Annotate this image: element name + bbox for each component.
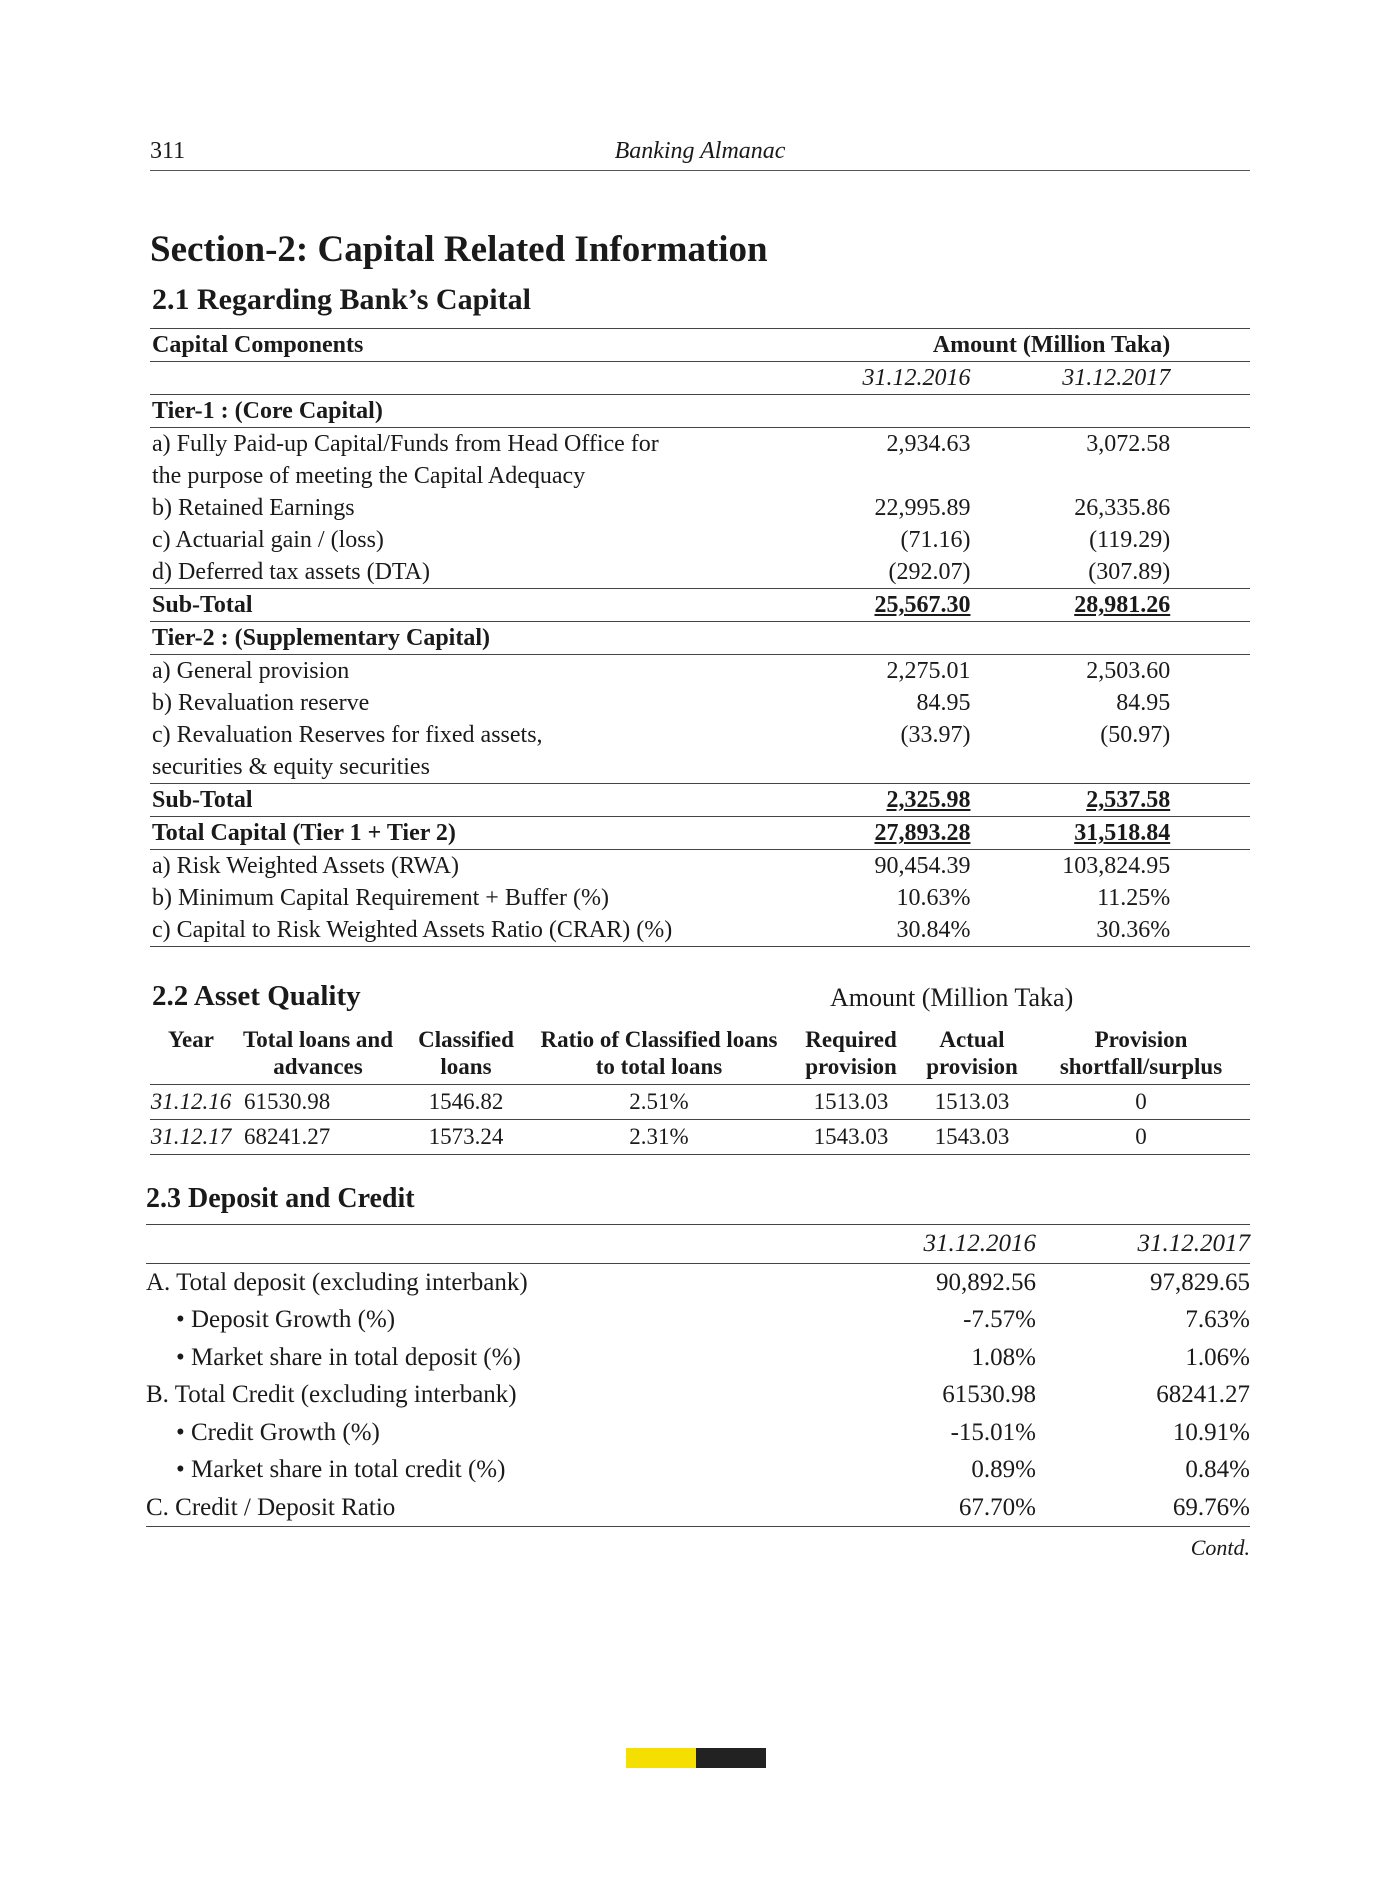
table-row: [150, 460, 1250, 492]
table-row: [150, 556, 1250, 589]
cell-actual: 1513.03: [934, 1089, 1010, 1114]
row-value-2017: 84.95: [1116, 690, 1171, 716]
row-value-2016: 84.95: [916, 690, 971, 716]
section-title: Section-2: Capital Related Information: [150, 229, 768, 270]
contd-note: Contd.: [1190, 1535, 1250, 1560]
row-value-2017: 103,824.95: [1062, 853, 1171, 879]
row-value-2017: (119.29): [1089, 527, 1171, 553]
cell-shortfall: 0: [1135, 1124, 1147, 1149]
capital-header-row: [150, 329, 1250, 362]
table-row: [150, 914, 1250, 947]
row-label: c) Capital to Risk Weighted Assets Ratio (CRAR) (%): [152, 917, 673, 943]
capital-date-row: [150, 362, 1250, 395]
cell-ratio: 2.51%: [629, 1089, 689, 1114]
row-value-2017: 7.63%: [1185, 1306, 1250, 1333]
cell-classified: 1546.82: [428, 1089, 504, 1114]
row-label: c) Revaluation Reserves for fixed assets,: [152, 722, 543, 748]
row-value-2016: 2,934.63: [886, 431, 971, 457]
cell-classified: 1573.24: [428, 1124, 504, 1149]
cell-total-loans: 68241.27: [244, 1124, 331, 1149]
table-row: [150, 1120, 1250, 1155]
cell-required: 1543.03: [813, 1124, 889, 1149]
row-label: a) Fully Paid-up Capital/Funds from Head Office for: [152, 431, 659, 457]
table-row: [146, 1451, 1250, 1489]
table-row: [150, 687, 1250, 719]
row-value-2017: 26,335.86: [1074, 495, 1171, 521]
row-label: b) Revaluation reserve: [152, 690, 370, 716]
row-value-2016: 1.08%: [971, 1343, 1036, 1371]
row-value-2017: 1.06%: [1185, 1343, 1250, 1371]
row-value-2017: 30.36%: [1096, 917, 1171, 943]
subtotal-value-2017: 2,537.58: [1086, 787, 1171, 813]
date-2016: 31.12.2016: [862, 365, 971, 391]
row-value-2017: 3,072.58: [1086, 431, 1171, 457]
row-value-2017: 10.91%: [1172, 1418, 1250, 1446]
row-value-2017: 97,829.65: [1150, 1268, 1250, 1296]
tier1-row: [150, 395, 1250, 428]
subtotal-label: Sub-Total: [152, 787, 253, 813]
table-row: [146, 1301, 1250, 1339]
row-value-2016: (33.97): [900, 722, 971, 748]
deposit-credit-date-row: [146, 1225, 1250, 1264]
subtotal-label: Sub-Total: [152, 592, 253, 618]
document-page: [146, 0, 1250, 1900]
row-value-2016: 22,995.89: [874, 495, 971, 521]
row-label: c) Actuarial gain / (loss): [152, 527, 384, 553]
table-row: [146, 1489, 1250, 1527]
cell-ratio: 2.31%: [629, 1124, 689, 1149]
asset-quality-table: [150, 1026, 1250, 1155]
row-value-2016: 2,275.01: [886, 658, 971, 684]
deposit-credit-heading: 2.3 Deposit and Credit: [146, 1183, 415, 1214]
col-components: Capital Components: [152, 332, 364, 358]
row-value-2016: 10.63%: [896, 885, 971, 911]
total-capital-row: [150, 817, 1250, 850]
deposit-credit-table: [146, 1224, 1250, 1527]
table-row: [150, 655, 1250, 688]
subtotal-row: [150, 784, 1250, 817]
capital-heading: 2.1 Regarding Bank’s Capital: [152, 283, 531, 316]
subtotal-value-2016: 25,567.30: [874, 592, 971, 618]
row-label: • Market share in total credit (%): [176, 1456, 506, 1483]
row-value-2017: 68241.27: [1156, 1381, 1250, 1408]
table-row: [150, 751, 1250, 784]
row-value-2016: (71.16): [900, 527, 971, 553]
cell-year: 31.12.17: [150, 1124, 232, 1149]
cell-actual: 1543.03: [934, 1124, 1010, 1149]
row-value-2016: 90,454.39: [874, 853, 971, 879]
row-label: b) Retained Earnings: [152, 495, 355, 521]
table-row: [150, 492, 1250, 524]
table-row: [150, 882, 1250, 914]
running-title: Banking Almanac: [614, 138, 786, 164]
cell-year: 31.12.16: [150, 1089, 232, 1114]
date-2017: 31.12.2017: [1062, 365, 1171, 391]
table-row: [150, 1085, 1250, 1120]
table-row: [150, 850, 1250, 883]
total-value-2017: 31,518.84: [1074, 820, 1171, 846]
asset-quality-amount-note: Amount (Million Taka): [830, 983, 1074, 1012]
row-value-2016: -15.01%: [950, 1418, 1036, 1446]
row-value-2017: (307.89): [1088, 559, 1171, 585]
date-2017: 31.12.2017: [1137, 1230, 1250, 1257]
col-required-provision: Required provision: [805, 1027, 897, 1079]
cell-total-loans: 61530.98: [244, 1089, 331, 1114]
row-label: a) Risk Weighted Assets (RWA): [152, 853, 459, 879]
tier2-label: Tier-2 : (Supplementary Capital): [152, 625, 490, 651]
capital-table: [150, 328, 1250, 947]
row-label: C. Credit / Deposit Ratio: [146, 1493, 396, 1521]
row-label: B. Total Credit (excluding interbank): [146, 1381, 517, 1408]
date-2016: 31.12.2016: [923, 1230, 1036, 1257]
row-value-2017: 0.84%: [1185, 1456, 1250, 1483]
total-value-2016: 27,893.28: [874, 820, 971, 846]
subtotal-row: [150, 589, 1250, 622]
subtotal-value-2017: 28,981.26: [1074, 592, 1171, 618]
row-value-2017: 2,503.60: [1086, 658, 1171, 684]
table-row: [150, 428, 1250, 461]
table-row: [146, 1376, 1250, 1414]
col-total-loans: Total loans and advances: [243, 1027, 393, 1079]
row-label: a) General provision: [152, 658, 350, 684]
row-value-2016: (292.07): [888, 559, 971, 585]
table-row: [146, 1339, 1250, 1377]
row-value-2017: (50.97): [1100, 722, 1171, 748]
row-label: • Credit Growth (%): [176, 1418, 380, 1446]
asset-quality-heading: 2.2 Asset Quality: [152, 980, 361, 1012]
tier1-label: Tier-1 : (Core Capital): [152, 398, 383, 424]
row-value-2016: 90,892.56: [936, 1268, 1036, 1296]
row-value-2017: 11.25%: [1097, 885, 1171, 911]
table-row: [146, 1414, 1250, 1452]
row-value-2016: 61530.98: [942, 1381, 1036, 1408]
row-value-2017: 69.76%: [1172, 1493, 1250, 1521]
col-classified-loans: Classified loans: [418, 1027, 514, 1079]
row-value-2016: 67.70%: [958, 1493, 1036, 1521]
row-label: securities & equity securities: [152, 754, 430, 780]
row-label: • Market share in total deposit (%): [176, 1343, 521, 1371]
row-label: d) Deferred tax assets (DTA): [152, 559, 430, 585]
table-row: [146, 1263, 1250, 1301]
col-actual-provision: Actual provision: [926, 1027, 1018, 1079]
yellow-block: [626, 1748, 696, 1768]
row-label: A. Total deposit (excluding interbank): [146, 1268, 528, 1296]
black-block: [696, 1748, 766, 1768]
col-provision-shortfall: Provision shortfall/surplus: [1059, 1027, 1223, 1079]
subtotal-value-2016: 2,325.98: [886, 787, 971, 813]
col-ratio: Ratio of Classified loans to total loans: [540, 1027, 778, 1079]
table-row: [150, 719, 1250, 751]
col-year: Year: [168, 1027, 214, 1052]
page-header: [150, 138, 1250, 171]
table-row: [150, 524, 1250, 556]
row-label: • Deposit Growth (%): [176, 1306, 396, 1333]
row-label: b) Minimum Capital Requirement + Buffer (%): [152, 885, 609, 911]
total-label: Total Capital (Tier 1 + Tier 2): [152, 820, 456, 846]
row-value-2016: -7.57%: [963, 1306, 1036, 1333]
page-number: 311: [150, 138, 186, 164]
asset-quality-header-row: [150, 1026, 1250, 1085]
row-value-2016: 30.84%: [896, 917, 971, 943]
row-value-2016: 0.89%: [971, 1456, 1036, 1483]
row-label: the purpose of meeting the Capital Adequacy: [152, 463, 586, 489]
cell-shortfall: 0: [1135, 1089, 1147, 1114]
cell-required: 1513.03: [813, 1089, 889, 1114]
tier2-row: [150, 622, 1250, 655]
col-amount: Amount (Million Taka): [932, 332, 1171, 358]
